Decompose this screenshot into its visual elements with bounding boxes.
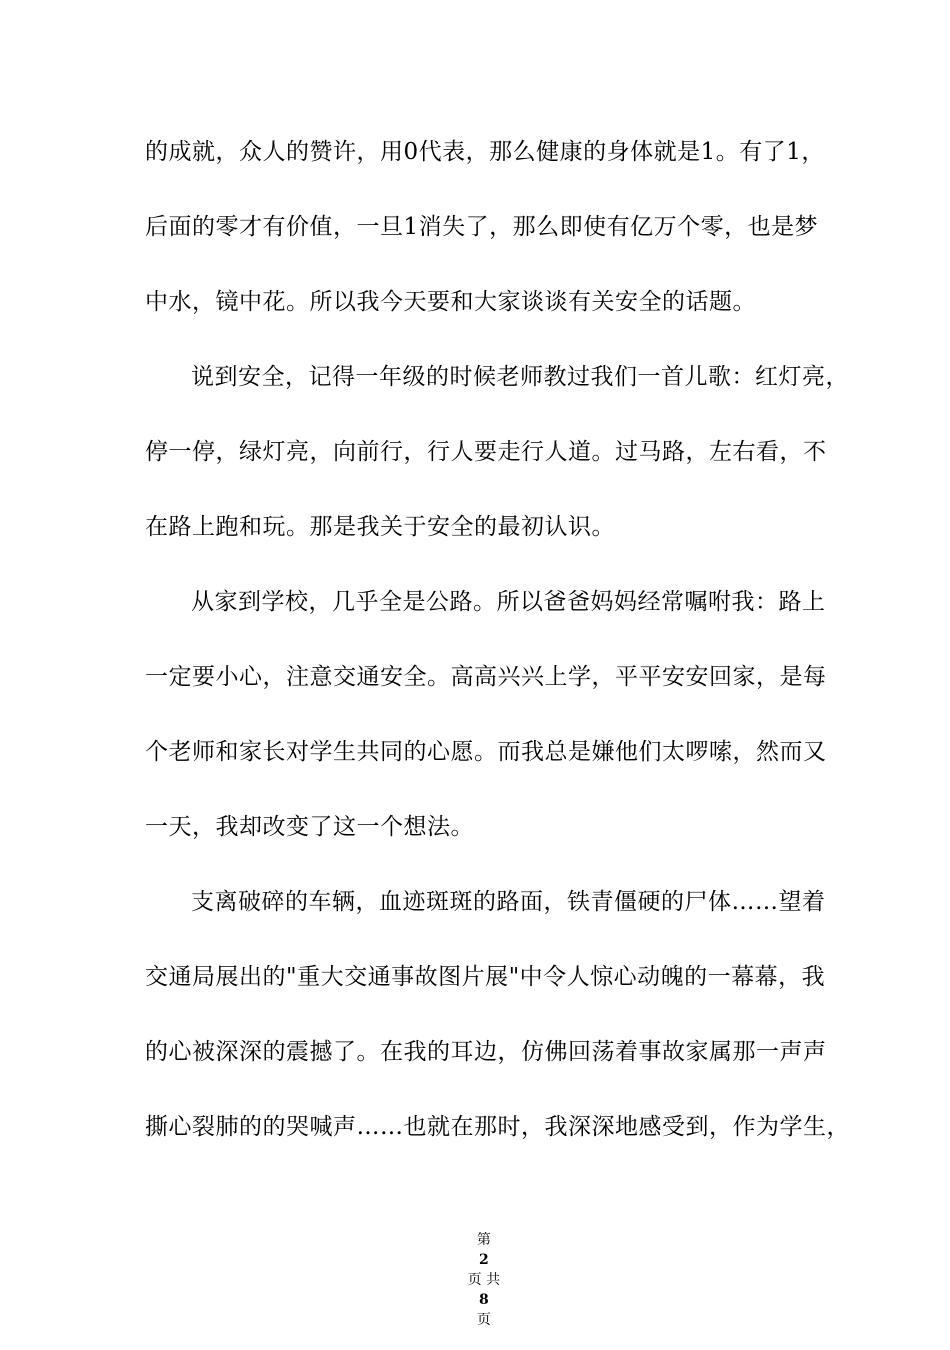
- footer-middle: 页 共: [467, 1272, 501, 1288]
- text-line-1: 的成就，众人的赞许，用0代表，那么健康的身体就是1。有了1，: [145, 139, 825, 165]
- text-line-10: 一天，我却改变了这一个想法。: [145, 814, 474, 840]
- footer-current-page: 2: [479, 1252, 489, 1268]
- text-line-7: 从家到学校，几乎全是公路。所以爸爸妈妈经常嘱咐我：路上: [191, 589, 826, 615]
- text-line-12: 交通局展出的"重大交通事故图片展"中令人惊心动魄的一幕幕，我: [145, 964, 826, 990]
- text-line-2: 后面的零才有价值，一旦1消失了，那么即使有亿万个零，也是梦: [145, 214, 819, 240]
- footer-total-pages: 8: [479, 1292, 489, 1308]
- text-line-6: 在路上跑和玩。那是我关于安全的最初认识。: [145, 514, 615, 540]
- text-line-9: 个老师和家长对学生共同的心愿。而我总是嫌他们太啰嗦，然而又: [145, 739, 827, 765]
- footer-suffix: 页: [476, 1312, 491, 1328]
- text-line-5: 停一停，绿灯亮，向前行，行人要走行人道。过马路，左右看，不: [145, 439, 827, 465]
- text-line-8: 一定要小心，注意交通安全。高高兴兴上学，平平安安回家，是每: [145, 664, 827, 690]
- text-line-3: 中水，镜中花。所以我今天要和大家谈谈有关安全的话题。: [145, 289, 756, 315]
- text-line-4: 说到安全，记得一年级的时候老师教过我们一首儿歌：红灯亮，: [191, 364, 849, 390]
- text-line-13: 的心被深深的震撼了。在我的耳边，仿佛回荡着事故家属那一声声: [145, 1039, 827, 1065]
- footer-prefix: 第: [476, 1232, 491, 1248]
- page-footer: [0, 1210, 950, 1350]
- text-line-11: 支离破碎的车辆，血迹斑斑的路面，铁青僵硬的尸体……望着: [191, 889, 826, 915]
- text-line-14: 撕心裂肺的的哭喊声……也就在那时，我深深地感受到，作为学生，: [145, 1114, 850, 1140]
